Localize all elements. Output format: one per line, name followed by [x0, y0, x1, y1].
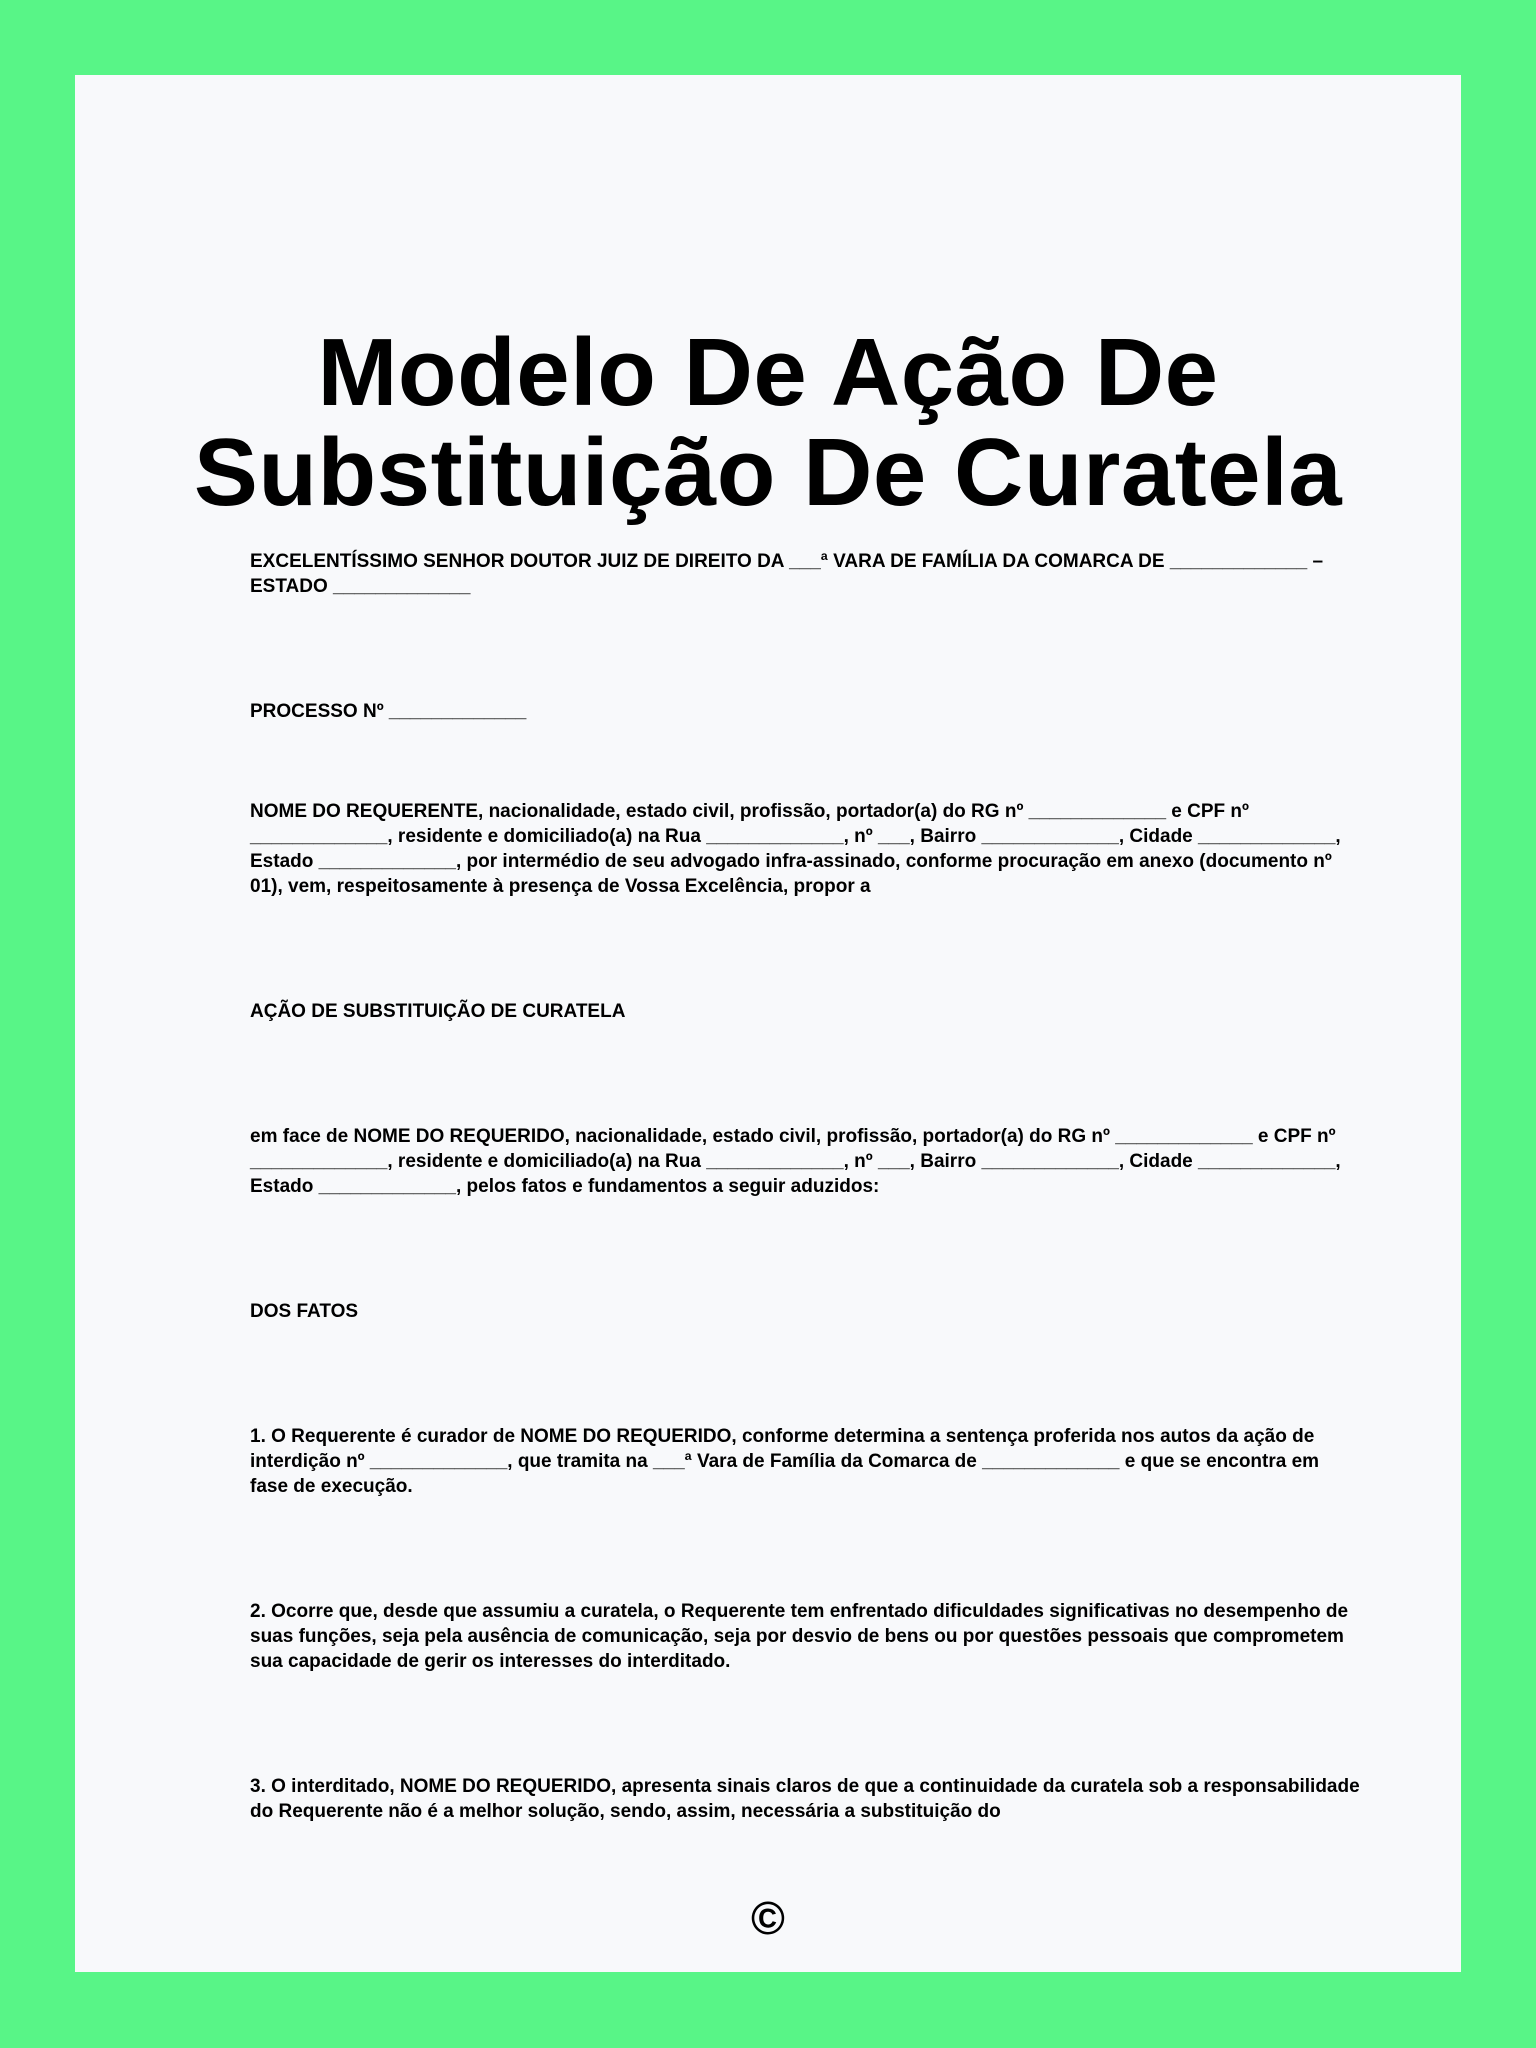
fact-paragraph-3: 3. O interditado, NOME DO REQUERIDO, apresenta sinais claros de que a continuidade da curatela sob a responsabilidade do Requerente não é a melhor solução, sendo, assim, necessária a substituição do: [250, 1776, 1360, 1822]
document-page: [75, 75, 1461, 1972]
process-number-paragraph: PROCESSO Nº _____________: [250, 701, 527, 722]
facts-heading: DOS FATOS: [250, 1301, 359, 1322]
fact-paragraph-2: 2. Ocorre que, desde que assumiu a curatela, o Requerente tem enfrentado dificuldades significativas no desempenho de suas funções, seja pela ausência de comunicação, seja por desvio de bens ou por questões pessoais que comprometem sua capacidade de gerir os interesses do interditado.: [250, 1601, 1349, 1672]
addressee-paragraph: EXCELENTÍSSIMO SENHOR DOUTOR JUIZ DE DIREITO DA ___ª VARA DE FAMÍLIA DA COMARCA DE _____________ – ESTADO _____________: [250, 551, 1324, 597]
document-body: [250, 549, 1360, 1824]
fact-paragraph-1: 1. O Requerente é curador de NOME DO REQUERIDO, conforme determina a sentença proferida nos autos da ação de interdição nº _____________, que tramita na ___ª Vara de Família da Comarca de _____________ e que se encontra em fase de execução.: [250, 1426, 1320, 1497]
copyright-icon: ©: [751, 1892, 785, 1944]
defendant-qualification-paragraph: em face de NOME DO REQUERIDO, nacionalidade, estado civil, profissão, portador(a) do RG nº _____________ e CPF nº _____________, residente e domiciliado(a) na Rua _____________, nº ___, Bairro _____________, Cidade _____________, Estado _____________, pelos fatos e fundamentos a seguir aduzidos:: [250, 1126, 1341, 1197]
plaintiff-qualification-paragraph: NOME DO REQUERENTE, nacionalidade, estado civil, profissão, portador(a) do RG nº _____________ e CPF nº _____________, residente e domiciliado(a) na Rua _____________, nº ___, Bairro _____________, Cidade _____________, Estado _____________, por intermédio de seu advogado infra-assinado, conforme procuração em anexo (documento nº 01), vem, respeitosamente à presença de Vossa Excelência, propor a: [250, 801, 1341, 897]
title-line-2: Substituição De Curatela: [193, 419, 1343, 526]
title-line-1: Modelo De Ação De: [317, 319, 1219, 426]
action-heading: AÇÃO DE SUBSTITUIÇÃO DE CURATELA: [250, 1001, 626, 1022]
document-title: [75, 319, 1461, 526]
